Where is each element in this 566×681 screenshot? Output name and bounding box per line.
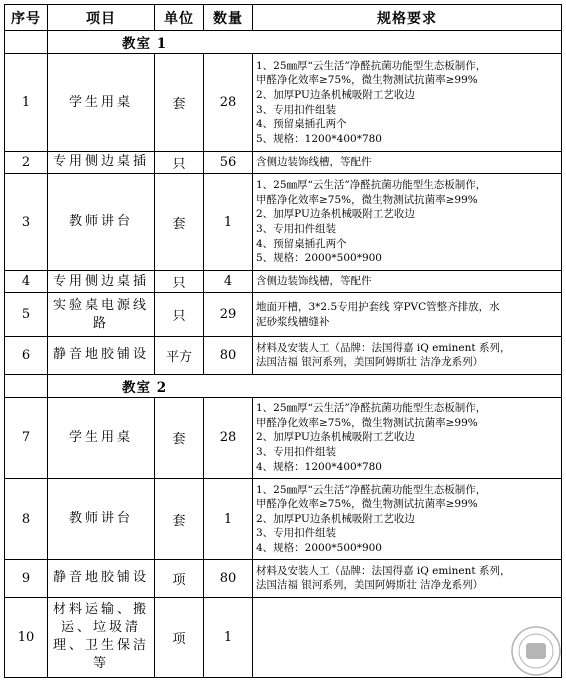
table-row (5, 151, 562, 173)
spec-line: 3、专用扣件组装 (256, 223, 337, 235)
quotation-table (4, 4, 562, 678)
qty-cell: 1 (204, 597, 253, 677)
item-cell: 教师讲台 (48, 173, 155, 270)
header-unit: 单位 (155, 5, 204, 31)
spec-cell (253, 54, 562, 151)
unit-cell: 只 (155, 271, 204, 293)
spec-line: 材料及安装人工（品牌：法国得嘉 iQ eminent 系列， (256, 341, 511, 354)
spec-line: 3、专用扣件组装 (256, 527, 337, 540)
qty-cell: 1 (204, 173, 253, 270)
table-row (5, 54, 562, 151)
item-cell: 静音地胶铺设 (48, 337, 155, 374)
table-row (5, 293, 562, 337)
spec-line: 含侧边装饰线槽，等配件 (256, 156, 372, 169)
spec-cell (253, 293, 562, 337)
spec-line: 2、加厚PU边条机械吸附工艺收边 (256, 431, 415, 444)
spec-cell (253, 597, 562, 677)
header-row (5, 5, 562, 31)
spec-line: 2、加厚PU边条机械吸附工艺收边 (256, 512, 415, 525)
spec-line: 甲醛净化效率≥75%，微生物测试抗菌率≥99% (256, 193, 478, 206)
spec-line: 5、规格：1200*400*780 (256, 132, 382, 145)
spec-line: 5、规格：2000*500*900 (256, 252, 382, 265)
item-cell: 专用侧边桌插 (48, 151, 155, 173)
unit-cell: 套 (155, 478, 204, 559)
unit-cell: 套 (155, 173, 204, 270)
header-spec: 规格要求 (253, 5, 562, 31)
spec-line: 1、25㎜厚“云生活”净醛抗菌功能型生态板制作， (256, 179, 487, 192)
unit-cell: 项 (155, 560, 204, 597)
seq-cell: 6 (5, 337, 48, 374)
spec-line: 4、规格：2000*500*900 (256, 541, 382, 554)
header-item: 项目 (48, 5, 155, 31)
spec-line: 1、25㎜厚“云生活”净醛抗菌功能型生态板制作， (256, 59, 487, 72)
item-cell: 教师讲台 (48, 478, 155, 559)
spec-line: 4、预留桌插孔两个 (256, 118, 347, 131)
table-row (5, 173, 562, 270)
table-row (5, 271, 562, 293)
seq-cell: 10 (5, 597, 48, 677)
unit-cell: 只 (155, 151, 204, 173)
section-title: 教室 1 (48, 31, 562, 54)
spec-line: 4、规格：1200*400*780 (256, 460, 382, 473)
header-qty: 数量 (204, 5, 253, 31)
spec-line: 1、25㎜厚“云生活”净醛抗菌功能型生态板制作， (256, 402, 487, 415)
spec-line: 地面开槽，3*2.5专用护套线 穿PVC管整齐排放，水 (256, 301, 500, 314)
table-row (5, 597, 562, 677)
spec-line: 法国洁福 银河系列，美国阿姆斯壮 洁净龙系列） (256, 356, 484, 369)
spec-cell (253, 337, 562, 374)
seq-cell: 1 (5, 54, 48, 151)
spec-line: 含侧边装饰线槽，等配件 (256, 275, 372, 288)
spec-cell (253, 271, 562, 293)
item-cell: 静音地胶铺设 (48, 560, 155, 597)
seq-cell: 5 (5, 293, 48, 337)
spec-cell (253, 173, 562, 270)
header-seq: 序号 (5, 5, 48, 31)
spec-line: 泥砂浆线槽缝补 (256, 315, 330, 328)
spec-cell (253, 397, 562, 478)
seq-cell: 9 (5, 560, 48, 597)
table-row (5, 560, 562, 597)
spec-line: 2、加厚PU边条机械吸附工艺收边 (256, 89, 415, 102)
seq-cell: 3 (5, 173, 48, 270)
table-row (5, 337, 562, 374)
spec-line: 甲醛净化效率≥75%，微生物测试抗菌率≥99% (256, 416, 478, 429)
spec-line: 材料及安装人工（品牌：法国得嘉 iQ eminent 系列， (256, 564, 511, 577)
spec-line: 3、专用扣件组装 (256, 446, 337, 459)
spec-cell (253, 478, 562, 559)
section-blank-cell (5, 374, 48, 397)
seq-cell: 4 (5, 271, 48, 293)
seq-cell: 8 (5, 478, 48, 559)
item-cell: 专用侧边桌插 (48, 271, 155, 293)
unit-cell: 套 (155, 54, 204, 151)
table-row (5, 397, 562, 478)
unit-cell: 套 (155, 397, 204, 478)
spec-line: 1、25㎜厚“云生活”净醛抗菌功能型生态板制作， (256, 483, 487, 496)
table-row (5, 478, 562, 559)
item-cell: 学生用桌 (48, 397, 155, 478)
qty-cell: 28 (204, 397, 253, 478)
spec-cell (253, 151, 562, 173)
qty-cell: 4 (204, 271, 253, 293)
spec-line: 3、专用扣件组装 (256, 103, 337, 116)
qty-cell: 29 (204, 293, 253, 337)
spec-line: 甲醛净化效率≥75%，微生物测试抗菌率≥99% (256, 74, 478, 87)
seq-cell: 7 (5, 397, 48, 478)
spec-cell (253, 560, 562, 597)
qty-cell: 80 (204, 560, 253, 597)
qty-cell: 28 (204, 54, 253, 151)
spec-line: 4、预留桌插孔两个 (256, 237, 347, 250)
item-cell: 学生用桌 (48, 54, 155, 151)
unit-cell: 平方 (155, 337, 204, 374)
qty-cell: 56 (204, 151, 253, 173)
qty-cell: 80 (204, 337, 253, 374)
spec-line: 法国洁福 银河系列，美国阿姆斯壮 洁净龙系列） (256, 579, 484, 592)
seq-cell: 2 (5, 151, 48, 173)
item-cell: 实验桌电源线路 (48, 293, 155, 337)
section-row-classroom-2 (5, 374, 562, 397)
section-row-classroom-1 (5, 31, 562, 54)
item-cell: 材料运输、搬运、垃圾清理、卫生保洁等 (48, 597, 155, 677)
unit-cell: 只 (155, 293, 204, 337)
unit-cell: 项 (155, 597, 204, 677)
qty-cell: 1 (204, 478, 253, 559)
section-blank-cell (5, 31, 48, 54)
section-title: 教室 2 (48, 374, 562, 397)
spec-line: 甲醛净化效率≥75%，微生物测试抗菌率≥99% (256, 498, 478, 511)
spec-line: 2、加厚PU边条机械吸附工艺收边 (256, 208, 415, 221)
